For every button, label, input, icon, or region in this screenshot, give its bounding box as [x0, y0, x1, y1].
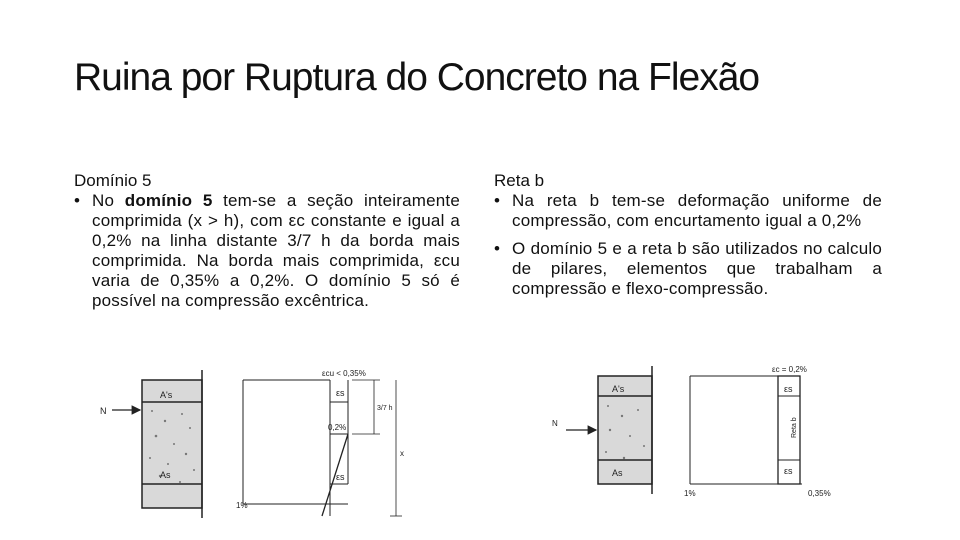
label-02: 0,2% [328, 423, 347, 432]
bullet-bold-term: domínio 5 [124, 191, 213, 210]
left-column [74, 171, 460, 311]
label-1pct: 1% [236, 501, 248, 510]
left-heading: Domínio 5 [74, 171, 152, 190]
right-heading: Reta b [494, 171, 545, 190]
slide-title: Ruina por Ruptura do Concreto na Flexão [74, 56, 760, 99]
label-As-top: A's [160, 390, 173, 400]
label-retab: Reta b [791, 417, 798, 438]
label-es-bottom-b: εs [784, 466, 793, 476]
label-x: x [400, 449, 404, 458]
label-es-bottom: εs [336, 472, 345, 482]
label-As-bottom: As [160, 470, 171, 480]
label-ec: εc = 0,2% [772, 365, 807, 374]
bullet-prefix: No [92, 191, 125, 210]
label-As-top-b: A's [612, 384, 625, 394]
label-N-b: N [552, 419, 558, 428]
label-37h: 3/7 h [377, 405, 393, 412]
concrete-section-b [598, 376, 652, 484]
label-es-top: εs [336, 388, 345, 398]
diagram-dominio-5 [90, 366, 430, 526]
label-1pct-b: 1% [684, 489, 696, 498]
label-es-top-b: εs [784, 384, 793, 394]
right-bullet-2: • O domínio 5 e a reta b são utilizados no calculo de pilares, elementos que trabalham a compressão e flexo-compressão. [494, 239, 882, 299]
right-bullet-1: • Na reta b tem-se deformação uniforme de compressão, com encurtamento igual a 0,2% [494, 191, 882, 231]
bullet-rest: tem-se a seção inteiramente comprimida (x > h), com εc constante e igual a 0,2% na linha distante 3/7 h da borda mais comprimida. Na borda mais comprimida, εcu varia de 0,35% a 0,2%. O domínio 5 só é possível na compressão excêntrica. [92, 191, 460, 310]
label-035: 0,35% [808, 489, 831, 498]
diagram-reta-b [540, 360, 880, 510]
left-bullet [74, 191, 460, 311]
label-As-bottom-b: As [612, 468, 623, 478]
label-N: N [100, 406, 107, 416]
right-column [494, 171, 882, 299]
label-ecu: εcu < 0,35% [322, 369, 366, 378]
